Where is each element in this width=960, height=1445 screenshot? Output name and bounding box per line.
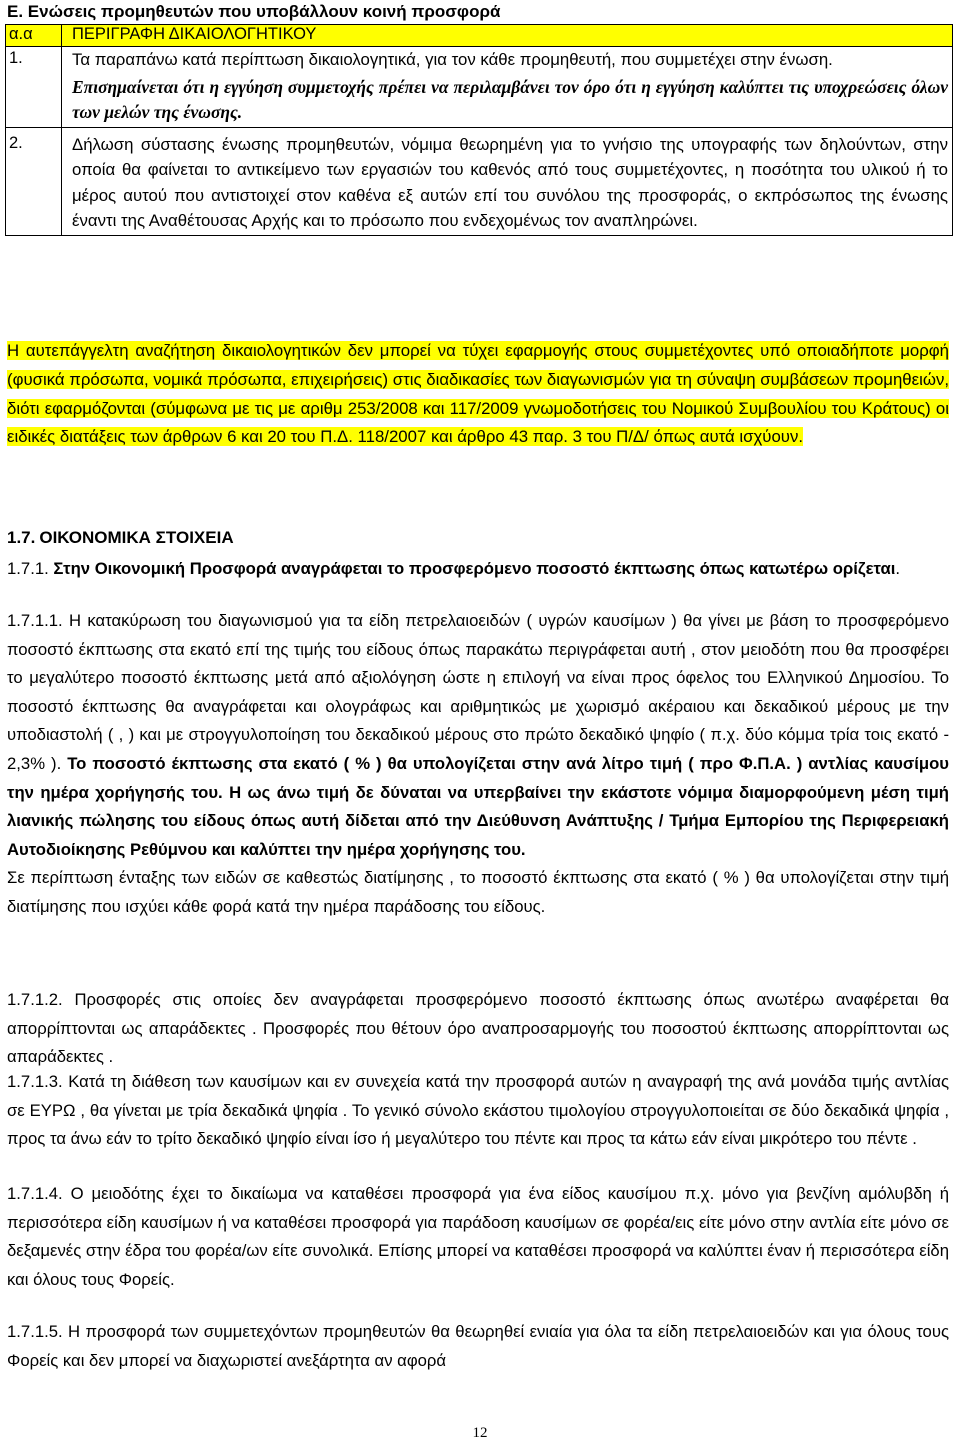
- row-number: 1.: [6, 47, 62, 128]
- paragraph-number: 1.7.1.4.: [7, 1184, 63, 1203]
- paragraph-text: Προσφορές στις οποίες δεν αναγράφεται προσφερόμενο ποσοστό έκπτωσης όπως ανωτέρω αναφέρεται θα απορρίπτονται ως απαράδεκτες . Προσφορές που θέτουν όρο αναπροσαρμογής του ποσοστού έκπτωσης απορρίπτονται ως απαράδεκτες .: [7, 990, 950, 1067]
- paragraph-number: 1.7.1.1.: [7, 611, 63, 630]
- paragraph-text: Κατά τη διάθεση των καυσίμων και εν συνεχεία κατά την προσφορά αυτών η αναγραφή της ανά μονάδα τιμής αντλίας σε ΕΥΡΩ , θα γίνεται με τρία δεκαδικά ψηφία . Το γενικό σύνολο εκάστου τιμολογίου στρογγυλοποιείται σε δύο δεκαδικά ψηφία , προς τα άνω εάν το τρίτο δεκαδικό ψηφίο είναι ίσο ή μεγαλύτερο του πέντε και προς τα κάτω εάν είναι μικρότερο του πέντε .: [7, 1072, 949, 1149]
- paragraph-text-b: Σε περίπτωση ένταξης των ειδών σε καθεστώς διατίμησης , το ποσοστό έκπτωσης στα εκατό ( % ) θα υπολογίζεται στην τιμή διατίμησης που ισχύει κάθε φορά κατά την ημέρα παράδοσης του είδους.: [7, 868, 949, 916]
- row-cell: [62, 128, 953, 236]
- paragraph-number: 1.7.1.3.: [7, 1072, 63, 1091]
- paragraph-text: Ο μειοδότης έχει το δικαίωμα να καταθέσει προσφορά για ένα είδος καυσίμου π.χ. μόνο για βενζίνη αμόλυβδη ή περισσότερα είδη καυσίμων ή να καταθέσει προσφορά για παράδοση καυσίμων σε φορέα/εις είτε μόνο στην αντλία είτε μόνο σε δεξαμενές στην έδρα του φορέα/ων είτε συνολικά. Επίσης μπορεί να καταθέσει προσφορά να καλύπτει έναν ή περισσότερα είδη και όλους τους Φορείς.: [7, 1184, 949, 1289]
- row1-text: Τα παραπάνω κατά περίπτωση δικαιολογητικά, για τον κάθε προμηθευτή, που συμμετέχει στην ένωση.: [72, 50, 833, 69]
- paragraph-1-7-1: [7, 555, 949, 584]
- requirements-table: [5, 24, 953, 236]
- highlight-text: Η αυτεπάγγελτη αναζήτηση δικαιολογητικών δεν μπορεί να τύχει εφαρμογής στους συμμετέχοντες υπό οποιαδήποτε μορφή (φυσικά πρόσωπα, νομικά πρόσωπα, επιχειρήσεις) στις διαδικασίες των διαγωνισμών για τη σύναψη συμβάσεων προμηθειών, διότι εφαρμόζονται (σύμφωνα με τις με αριθμ 253/2008 και 117/2009 γνωμοδοτήσεις του Νομικού Συμβουλίου του Κράτους) οι ειδικές διατάξεις των άρθρων 6 και 20 του Π.Δ. 118/2007 και άρθρο 43 παρ. 3 του Π/Δ/ όπως αυτά ισχύουν.: [7, 341, 949, 447]
- row-number: 2.: [6, 128, 62, 236]
- section-heading-e: E. Ενώσεις προμηθευτών που υποβάλλουν κοινή προσφορά: [7, 2, 501, 21]
- paragraph-number: 1.7.1.: [7, 559, 49, 578]
- section-heading-1-7: [7, 528, 234, 548]
- table-row: [6, 47, 953, 128]
- paragraph-text: Η κατακύρωση του διαγωνισμού για τα είδη πετρελαιοειδών ( υγρών καυσίμων ) θα γίνει με βάση το προσφερόμενο ποσοστό έκπτωσης στα εκατό επί της τιμής του είδους όπως παρακάτω περιγράφεται αυτή , στον μειοδότη που θα προσφέρει το μεγαλύτερο ποσοστό έκπτωσης μετά από αξιολόγηση ώστε η επιλογή να είναι προς όφελος του Ελληνικού Δημοσίου. Το ποσοστό έκπτωσης θα αναγράφεται και ολογράφως και αριθμητικώς με χωρισμό ακέραιου και δεκαδικού μέρους με την υποδιαστολή ( , ) και με στρογγυλοποίηση του δεκαδικού μέρους στο πρώτο δεκαδικό ψηφίο ( π.χ. δύο κόμμα τρία τοις εκατό - 2,3% ).: [7, 611, 950, 773]
- paragraph-number: 1.7.1.5.: [7, 1322, 63, 1341]
- row2-text: Δήλωση σύστασης ένωσης προμηθευτών, νόμιμα θεωρημένη για το γνήσιο της υπογραφής των δηλούντων, στην οποία θα φαίνεται το αντικείμενο των εργασιών του καθενός από τους συμμετέχοντες, η ποσότητα του υλικού ή το μέρος αυτού που αντιστοιχεί στον καθένα εξ αυτών επί του συνόλου της προσφοράς, ο εκπρόσωπος της ένωσης έναντι της Αναθέτουσας Αρχής και το πρόσωπο που ενδεχομένως τον αναπληρώνει.: [72, 135, 948, 231]
- table-header-row: [6, 25, 953, 47]
- header-title: ΠΕΡΙΓΡΑΦΗ ΔΙΚΑΙΟΛΟΓΗΤΙΚΟΥ: [62, 25, 953, 47]
- paragraph-1-7-1-1: [7, 607, 949, 922]
- paragraph-tail: .: [895, 559, 901, 578]
- highlighted-paragraph: [7, 337, 949, 452]
- heading-number: 1.7.: [7, 528, 36, 547]
- paragraph-1-7-1-2: [7, 986, 949, 1072]
- paragraph-1-7-1-3: [7, 1068, 949, 1154]
- heading-title: ΟΙΚΟΝΟΜΙΚΑ ΣΤΟΙΧΕΙΑ: [39, 528, 234, 547]
- row1-note: Επισημαίνεται ότι η εγγύηση συμμετοχής πρέπει να περιλαμβάνει τον όρο ότι η εγγύηση καλύπτει τις υποχρεώσεις όλων των μελών της ένωσης.: [72, 77, 948, 122]
- row-cell: [62, 47, 953, 128]
- table-row: [6, 128, 953, 236]
- paragraph-text: Η προσφορά των συμμετεχόντων προμηθευτών θα θεωρηθεί ενιαία για όλα τα είδη πετρελαιοειδών και για όλους τους Φορείς και δεν μπορεί να διαχωριστεί ανεξάρτητα αν αφορά: [7, 1322, 950, 1370]
- paragraph-1-7-1-4: [7, 1180, 949, 1294]
- paragraph-number: 1.7.1.2.: [7, 990, 63, 1009]
- paragraph-text: Στην Οικονομική Προσφορά αναγράφεται το προσφερόμενο ποσοστό έκπτωσης όπως κατωτέρω ορίζεται: [53, 559, 896, 578]
- page-number: 12: [472, 1425, 488, 1441]
- header-number: α.α: [6, 25, 62, 47]
- paragraph-1-7-1-5: [7, 1318, 949, 1375]
- paragraph-bold-text: Το ποσοστό έκπτωσης στα εκατό ( % ) θα υπολογίζεται στην ανά λίτρο τιμή ( προ Φ.Π.Α. ) αντλίας καυσίμου την ημέρα χορήγησής του. Η ως άνω τιμή δε δύναται να υπερβαίνει την εκάστοτε νόμιμα διαμορφούμενη μέση τιμή λιανικής πώλησης του είδους όπως αυτή δίδεται από την Διεύθυνση Ανάπτυξης / Τμήμα Εμπορίου της Περιφερειακή Αυτοδιοίκησης Ρεθύμνου και καλύπτει την ημέρα χορήγησης του.: [7, 753, 949, 859]
